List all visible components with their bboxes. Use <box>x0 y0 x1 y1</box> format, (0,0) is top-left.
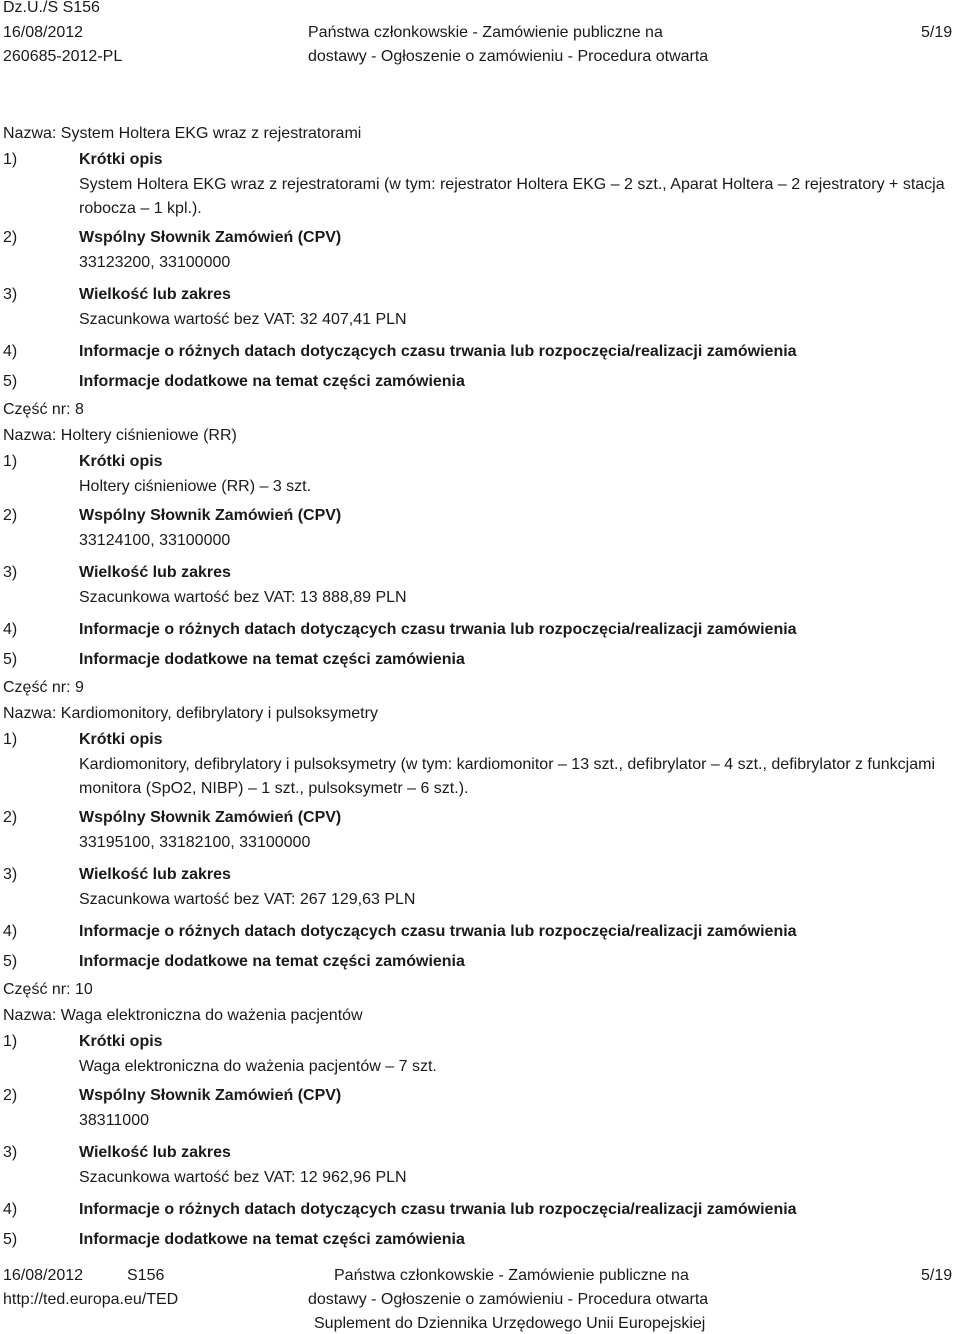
section-heading <box>3 1083 958 1109</box>
part-name: Nazwa: System Holtera EKG wraz z rejestratorami <box>3 125 362 142</box>
section-number: 1) <box>3 151 18 168</box>
section-title: Krótki opis <box>79 453 163 470</box>
section-heading <box>3 1197 958 1223</box>
cpv-codes: 33123200, 33100000 <box>79 254 231 271</box>
cpv-codes: 33124100, 33100000 <box>79 532 231 549</box>
section-heading <box>3 1227 958 1253</box>
short-description: System Holtera EKG wraz z rejestratorami (w tym: rejestrator Holtera EKG – 2 szt., Aparat Holtera – 2 rejestratory + stacja robocza – 1 kpl.). <box>79 176 945 217</box>
section-number: 2) <box>3 1087 18 1104</box>
section-heading <box>3 862 958 888</box>
section-heading <box>3 369 958 395</box>
section-number: 1) <box>3 453 18 470</box>
section-title: Informacje o różnych datach dotyczących czasu trwania lub rozpoczęcia/realizacji zamówienia <box>79 923 797 940</box>
section-title: Wielkość lub zakres <box>79 1144 231 1161</box>
section-heading <box>3 449 958 475</box>
section-title: Informacje o różnych datach dotyczących czasu trwania lub rozpoczęcia/realizacji zamówienia <box>79 343 797 360</box>
section-title: Informacje o różnych datach dotyczących czasu trwania lub rozpoczęcia/realizacji zamówienia <box>79 621 797 638</box>
section-number: 3) <box>3 1144 18 1161</box>
section-number: 4) <box>3 343 18 360</box>
header-date: 16/08/2012 <box>3 24 84 41</box>
section-heading <box>3 282 958 308</box>
section-title: Informacje dodatkowe na temat części zamówienia <box>79 953 465 970</box>
part-name: Nazwa: Waga elektroniczna do ważenia pacjentów <box>3 1007 363 1024</box>
part-name: Nazwa: Kardiomonitory, defibrylatory i pulsoksymetry <box>3 705 378 722</box>
section-title: Wielkość lub zakres <box>79 564 231 581</box>
part-number: Część nr: 9 <box>3 679 84 696</box>
section-title: Wielkość lub zakres <box>79 286 231 303</box>
short-description: Kardiomonitory, defibrylatory i pulsoksymetry (w tym: kardiomonitor – 13 szt., defibrylator – 4 szt., defibrylator z funkcjami monitora (SpO2, NIBP) – 1 szt., pulsoksymetr – 6 szt.). <box>79 756 936 797</box>
footer-title-line1: Państwa członkowskie - Zamówienie publiczne na <box>334 1267 689 1284</box>
short-description: Holtery ciśnieniowe (RR) – 3 szt. <box>79 478 312 495</box>
header-title-line2: dostawy - Ogłoszenie o zamówieniu - Procedura otwarta <box>308 48 709 65</box>
section-heading <box>3 147 958 173</box>
footer-supplement: Suplement do Dziennika Urzędowego Unii Europejskiej <box>314 1315 706 1332</box>
section-title: Informacje dodatkowe na temat części zamówienia <box>79 1231 465 1248</box>
section-number: 4) <box>3 621 18 638</box>
section-number: 4) <box>3 1201 18 1218</box>
section-title: Krótki opis <box>79 1033 163 1050</box>
section-heading <box>3 949 958 975</box>
section-number: 4) <box>3 923 18 940</box>
section-number: 3) <box>3 866 18 883</box>
section-number: 2) <box>3 507 18 524</box>
section-heading <box>3 225 958 251</box>
header-title-line1: Państwa członkowskie - Zamówienie publiczne na <box>308 24 663 41</box>
section-heading <box>3 727 958 753</box>
section-heading <box>3 1029 958 1055</box>
section-heading <box>3 560 958 586</box>
section-number: 2) <box>3 229 18 246</box>
section-number: 5) <box>3 1231 18 1248</box>
part-number: Część nr: 8 <box>3 401 84 418</box>
section-number: 3) <box>3 286 18 303</box>
section-heading <box>3 919 958 945</box>
footer-title-line2: dostawy - Ogłoszenie o zamówieniu - Procedura otwarta <box>308 1291 709 1308</box>
section-title: Wspólny Słownik Zamówień (CPV) <box>79 229 342 246</box>
footer-date: 16/08/2012 <box>3 1267 84 1284</box>
section-heading <box>3 617 958 643</box>
section-title: Wspólny Słownik Zamówień (CPV) <box>79 507 342 524</box>
header-page-number: 5/19 <box>921 24 953 41</box>
section-title: Informacje dodatkowe na temat części zamówienia <box>79 651 465 668</box>
estimated-value: Szacunkowa wartość bez VAT: 32 407,41 PLN <box>79 311 407 328</box>
section-number: 1) <box>3 1033 18 1050</box>
part-name: Nazwa: Holtery ciśnieniowe (RR) <box>3 427 237 444</box>
section-heading <box>3 805 958 831</box>
section-number: 5) <box>3 651 18 668</box>
header-journal-ref: Dz.U./S S156 <box>3 0 100 16</box>
section-number: 3) <box>3 564 18 581</box>
cpv-codes: 38311000 <box>79 1112 149 1129</box>
cpv-codes: 33195100, 33182100, 33100000 <box>79 834 311 851</box>
section-number: 1) <box>3 731 18 748</box>
estimated-value: Szacunkowa wartość bez VAT: 267 129,63 PLN <box>79 891 416 908</box>
section-number: 5) <box>3 373 18 390</box>
section-title: Krótki opis <box>79 151 163 168</box>
section-number: 2) <box>3 809 18 826</box>
section-title: Wielkość lub zakres <box>79 866 231 883</box>
footer-url[interactable]: http://ted.europa.eu/TED <box>3 1291 179 1308</box>
section-title: Wspólny Słownik Zamówień (CPV) <box>79 809 342 826</box>
part-number: Część nr: 10 <box>3 981 93 998</box>
main-content <box>3 121 958 1253</box>
footer-page-number: 5/19 <box>921 1267 953 1284</box>
section-title: Wspólny Słownik Zamówień (CPV) <box>79 1087 342 1104</box>
section-number: 5) <box>3 953 18 970</box>
section-title: Informacje o różnych datach dotyczących czasu trwania lub rozpoczęcia/realizacji zamówienia <box>79 1201 797 1218</box>
short-description: Waga elektroniczna do ważenia pacjentów – 7 szt. <box>79 1058 437 1075</box>
footer-issue: S156 <box>127 1267 165 1284</box>
header-notice-number: 260685-2012-PL <box>3 48 123 65</box>
estimated-value: Szacunkowa wartość bez VAT: 12 962,96 PLN <box>79 1169 407 1186</box>
section-title: Krótki opis <box>79 731 163 748</box>
estimated-value: Szacunkowa wartość bez VAT: 13 888,89 PLN <box>79 589 407 606</box>
section-heading <box>3 1140 958 1166</box>
section-heading <box>3 647 958 673</box>
section-title: Informacje dodatkowe na temat części zamówienia <box>79 373 465 390</box>
section-heading <box>3 339 958 365</box>
section-heading <box>3 503 958 529</box>
